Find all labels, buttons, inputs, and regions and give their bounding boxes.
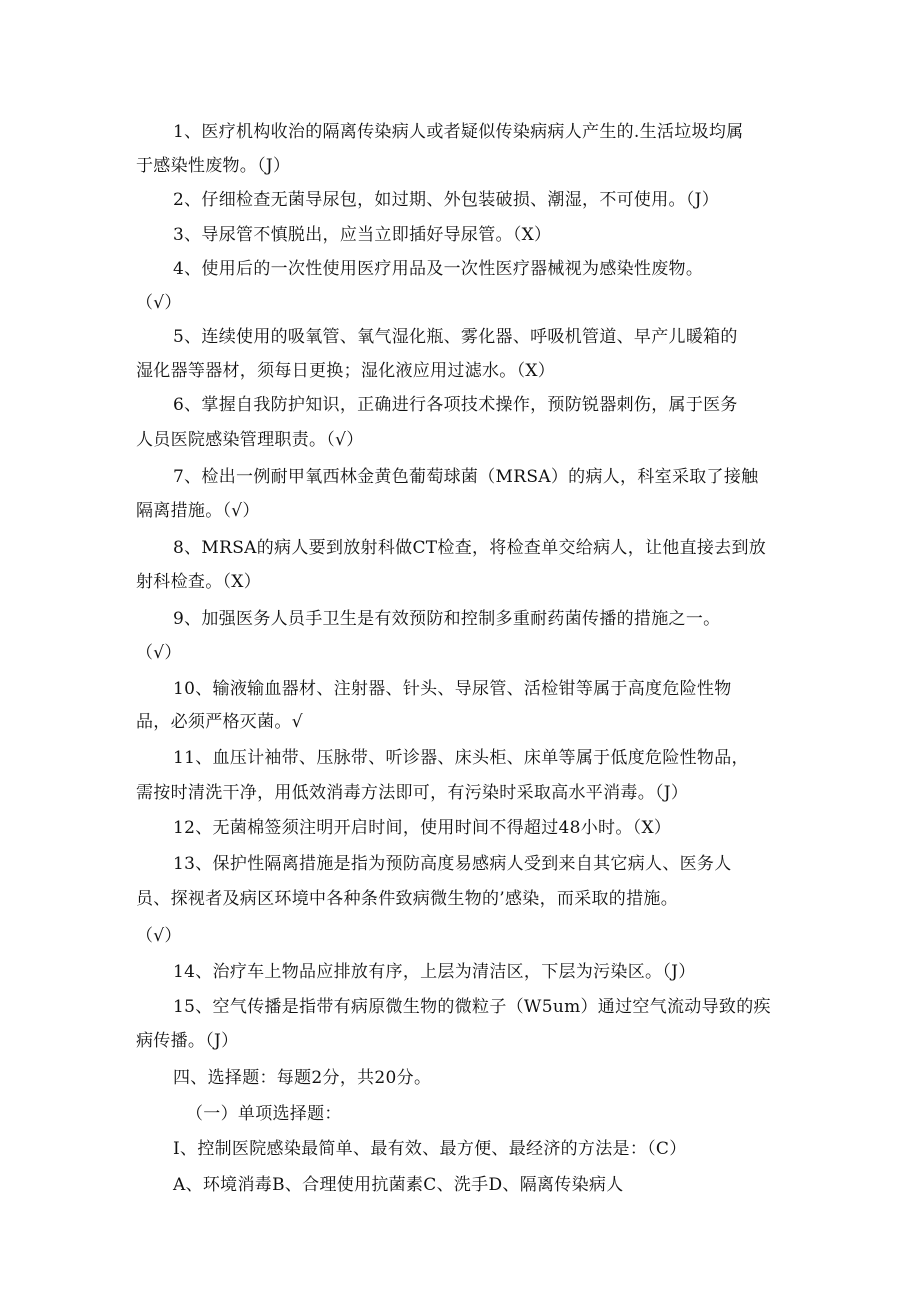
item-7-line-2: 隔离措施。（√） [136, 501, 260, 521]
item-2-line-1: 2、仔细检查无菌导尿包，如过期、外包装破损、潮湿，不可使用。（J） [173, 190, 720, 210]
item-1-line-2: 于感染性废物。（J） [136, 156, 291, 176]
item-6-line-2: 人员医院感染管理职责。（√） [136, 430, 364, 450]
item-10-line-2: 品，必须严格灭菌。√ [136, 712, 303, 732]
item-13-line-2: 员、探视者及病区环境中各种条件致病微生物的’感染，而采取的措施。 [136, 889, 679, 909]
item-9-line-2: （√） [136, 643, 182, 663]
item-13-line-1: 13、保护性隔离措施是指为预防高度易感病人受到来自其它病人、医务人 [173, 854, 732, 874]
item-14-line-1: 14、治疗车上物品应排放有序，上层为清洁区，下层为污染区。（J） [173, 962, 696, 982]
item-11-line-1: 11、血压计袖带、压脉带、听诊器、床头柜、床单等属于低度危险性物品， [173, 748, 749, 768]
item-12-line-1: 12、无菌棉签须注明开启时间，使用时间不得超过48小时。（X） [173, 818, 672, 838]
item-6-line-1: 6、掌握自我防护知识，正确进行各项技术操作，预防锐器刺伤，属于医务 [173, 395, 738, 415]
item-7-line-1: 7、检出一例耐甲氧西林金黄色葡萄球菌（MRSA）的病人，科室采取了接触 [173, 467, 759, 487]
question-1-options: A、环境消毒B、合理使用抗菌素C、洗手D、隔离传染病人 [173, 1175, 624, 1195]
item-5-line-1: 5、连续使用的吸氧管、氧气湿化瓶、雾化器、呼吸机管道、早产儿暖箱的 [173, 327, 738, 347]
item-15-line-1: 15、空气传播是指带有病原微生物的微粒子（W5um）通过空气流动导致的疾 [173, 997, 771, 1017]
subsection-heading: （一）单项选择题： [186, 1104, 342, 1124]
item-1-line-1: 1、医疗机构收治的隔离传染病人或者疑似传染病病人产生的.生活垃圾均属 [173, 122, 744, 142]
item-3-line-1: 3、导尿管不慎脱出，应当立即插好导尿管。（X） [173, 225, 552, 245]
item-8-line-2: 射科检查。（X） [136, 572, 262, 592]
item-4-line-1: 4、使用后的一次性使用医疗用品及一次性医疗器械视为感染性废物。 [173, 259, 704, 279]
item-15-line-2: 病传播。（J） [136, 1031, 239, 1051]
question-1-text: I、控制医院感染最简单、最有效、最方便、最经济的方法是：（C） [173, 1139, 687, 1159]
item-10-line-1: 10、输液输血器材、注射器、针头、导尿管、活检钳等属于高度危险性物 [173, 679, 732, 699]
item-8-line-1: 8、MRSA的病人要到放射科做CT检查，将检查单交给病人，让他直接去到放 [173, 538, 767, 558]
item-13-line-3: （√） [136, 926, 182, 946]
item-9-line-1: 9、加强医务人员手卫生是有效预防和控制多重耐药菌传播的措施之一。 [173, 609, 721, 629]
item-11-line-2: 需按时清洗干净，用低效消毒方法即可，有污染时采取高水平消毒。（J） [136, 783, 689, 803]
section-heading: 四、选择题：每题2分，共20分。 [173, 1068, 432, 1088]
item-4-line-2: （√） [136, 293, 182, 313]
item-5-line-2: 湿化器等器材，须每日更换；湿化液应用过滤水。（X） [136, 361, 556, 381]
